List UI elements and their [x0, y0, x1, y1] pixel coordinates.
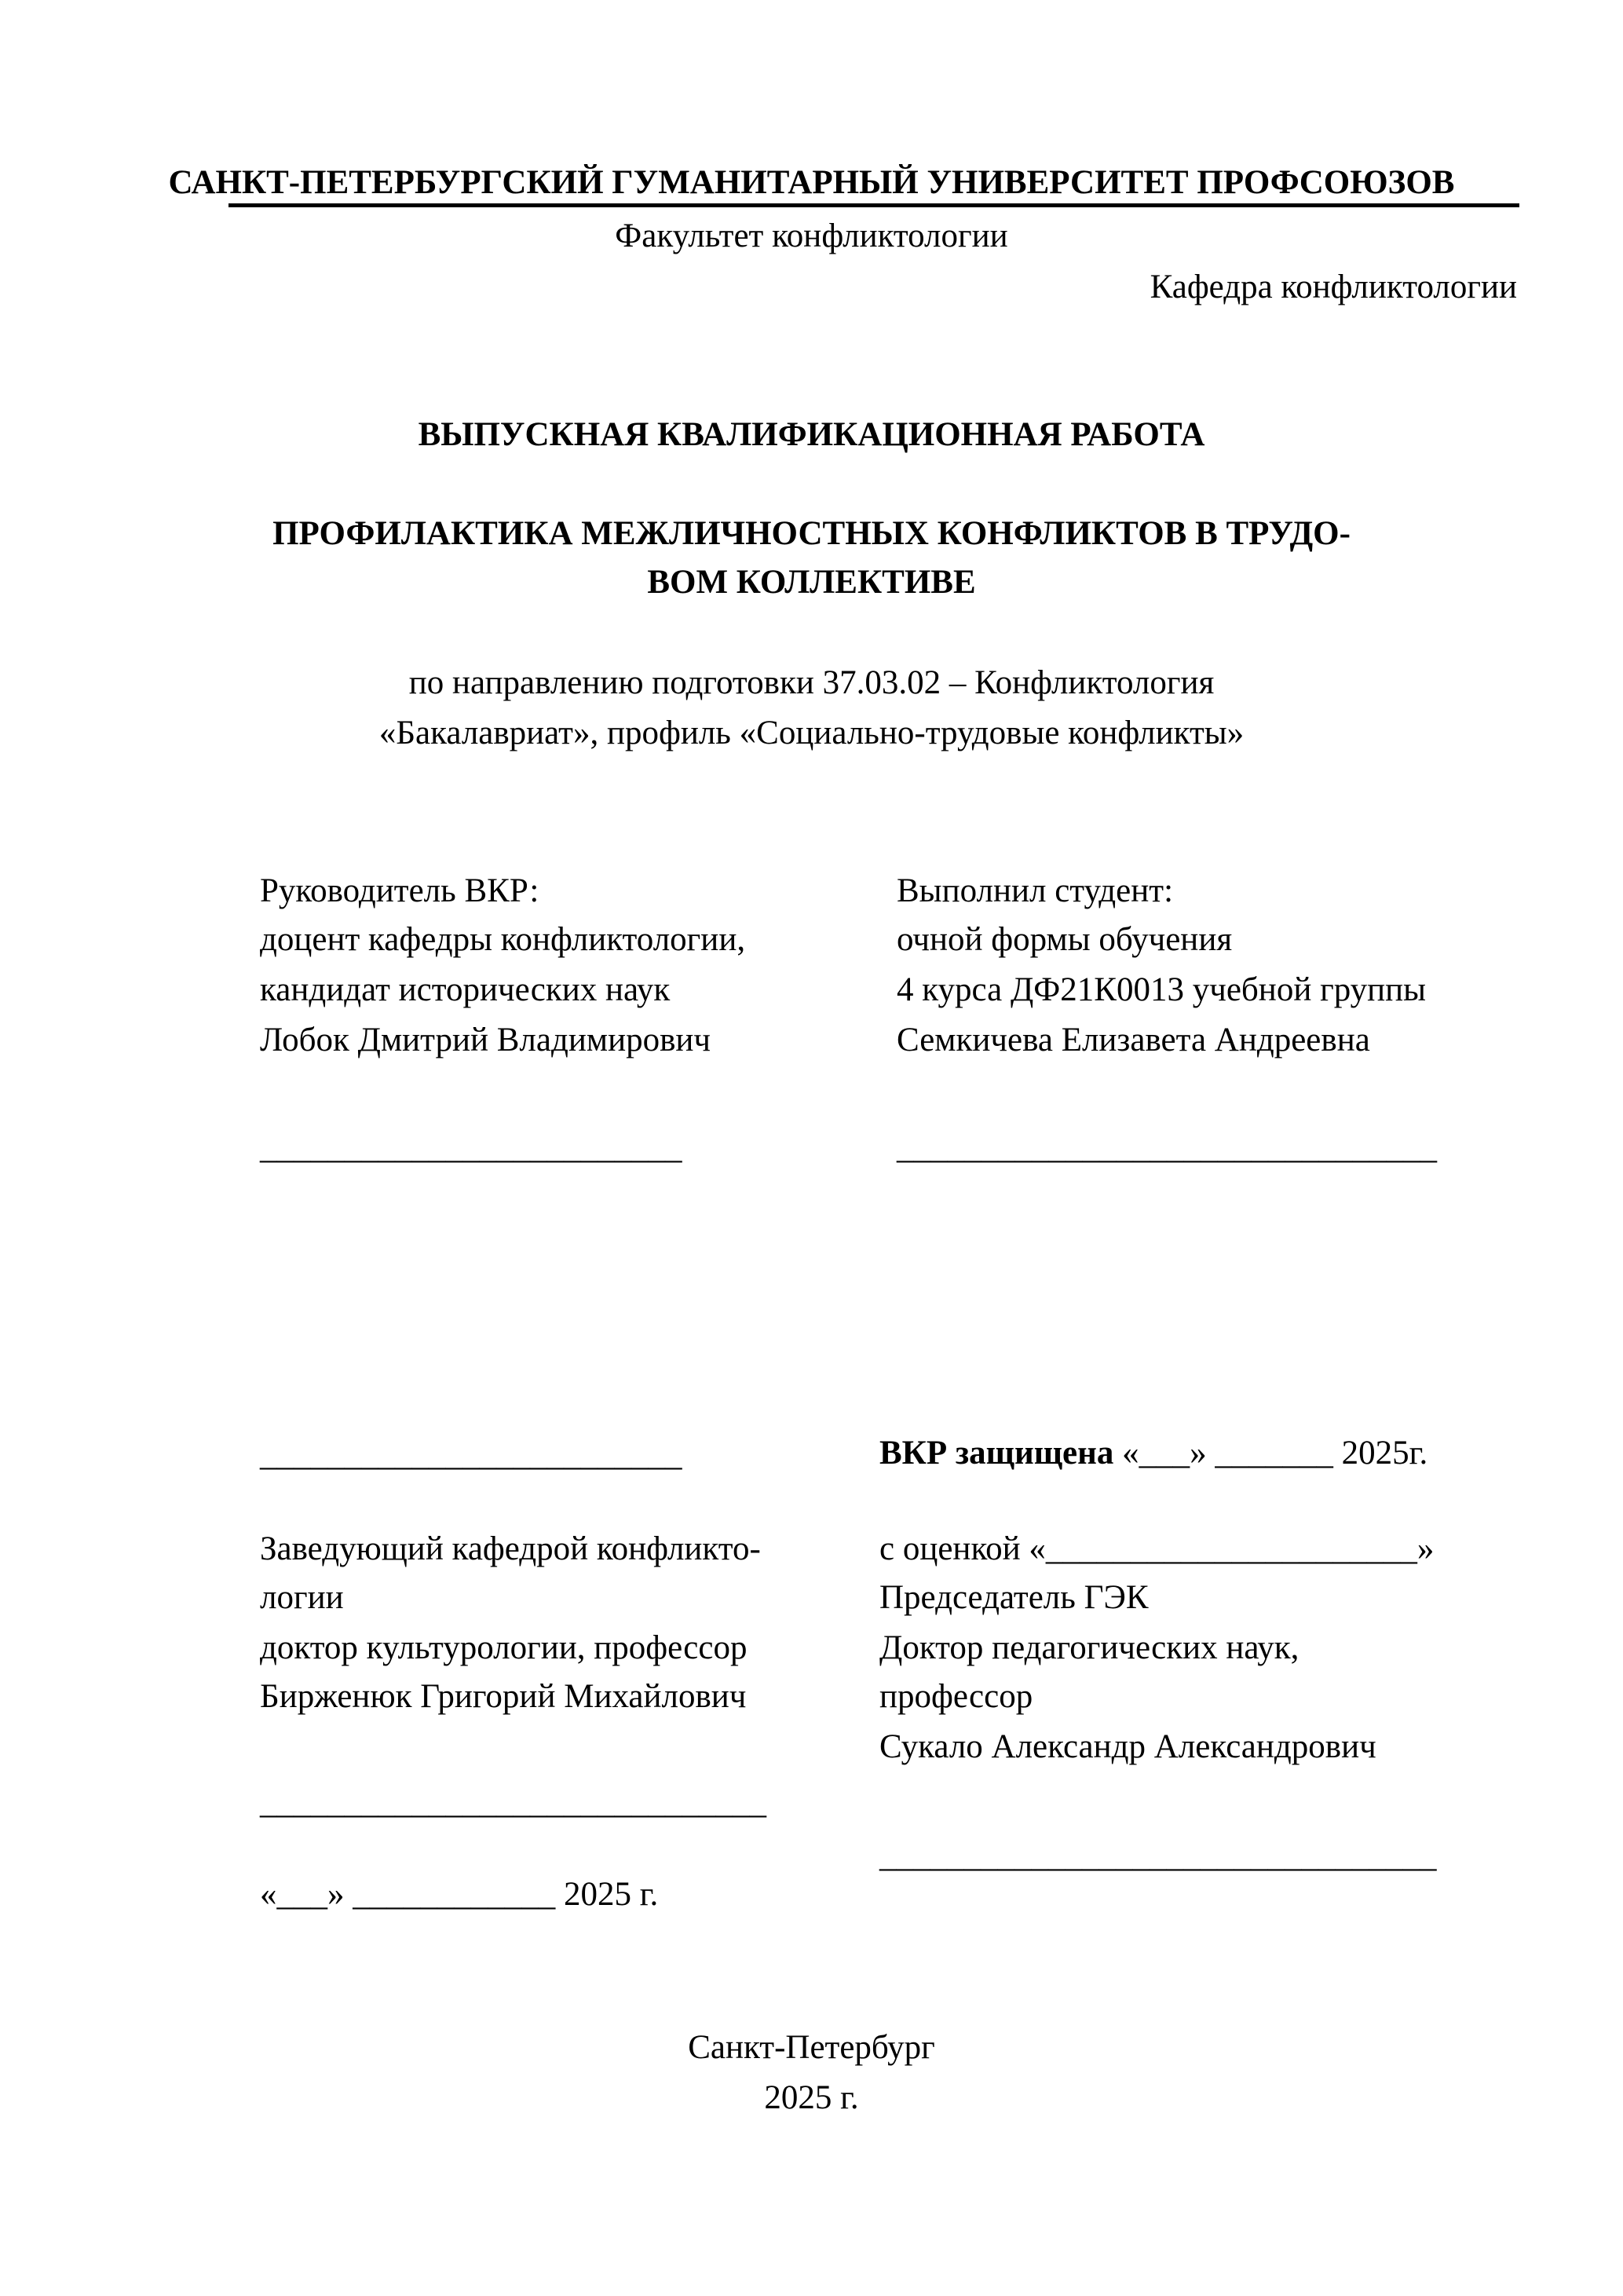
defense-date [879, 1434, 1427, 1473]
document-type: ВЫПУСКНАЯ КВАЛИФИКАЦИОННАЯ РАБОТА [418, 416, 1205, 453]
head-title-line-1: Заведующий кафедрой конфликто- [260, 1530, 761, 1567]
student-label: Выполнил студент: [897, 872, 1174, 909]
defense-date-blank: «___» _______ 2025г. [1113, 1435, 1428, 1472]
head-signature-line: ______________________________ [260, 1784, 766, 1821]
footer-year: 2025 г. [764, 2079, 859, 2116]
chair-name: Сукало Александр Александрович [879, 1728, 1376, 1765]
student-name: Семкичева Елизавета Андреевна [897, 1022, 1370, 1058]
defense-label: ВКР защищена [879, 1435, 1114, 1472]
topic-line-1: ПРОФИЛАКТИКА МЕЖЛИЧНОСТНЫХ КОНФЛИКТОВ В ТРУДО- [272, 515, 1351, 552]
head-degree: доктор культурологии, профессор [260, 1629, 748, 1666]
university-name: САНКТ-ПЕТЕРБУРГСКИЙ ГУМАНИТАРНЫЙ УНИВЕРСИТЕТ ПРОФСОЮЗОВ [168, 164, 1455, 201]
footer-city: Санкт-Петербург [688, 2029, 935, 2066]
direction-line-1: по направлению подготовки 37.03.02 – Конфликтология [408, 664, 1215, 701]
supervisor-label: Руководитель ВКР: [260, 872, 539, 909]
supervisor-position: доцент кафедры конфликтологии, [260, 921, 746, 958]
student-group: 4 курса ДФ21К0013 учебной группы [897, 971, 1427, 1008]
chair-label: Председатель ГЭК [879, 1579, 1149, 1616]
head-title-line-2: логии [260, 1579, 344, 1616]
student-signature-line: ________________________________ [897, 1129, 1437, 1166]
header-rule [228, 203, 1519, 207]
chair-title: профессор [879, 1678, 1033, 1715]
faculty-name: Факультет конфликтологии [615, 218, 1008, 254]
chair-signature-line: _________________________________ [879, 1837, 1437, 1874]
direction-line-2: «Бакалавриат», профиль «Социально-трудовые конфликты» [378, 715, 1245, 751]
grade-field: с оценкой «______________________» [879, 1530, 1435, 1567]
department-name: Кафедра конфликтологии [1150, 269, 1517, 305]
head-signature-date: «___» ____________ 2025 г. [260, 1876, 659, 1913]
blank-signature-line: _________________________ [260, 1436, 682, 1473]
topic-line-2: ВОМ КОЛЛЕКТИВЕ [647, 564, 976, 601]
supervisor-signature-line: _________________________ [260, 1129, 682, 1166]
chair-degree: Доктор педагогических наук, [879, 1629, 1299, 1666]
supervisor-degree: кандидат исторических наук [260, 971, 671, 1008]
head-name: Бирженюк Григорий Михайлович [260, 1678, 747, 1715]
supervisor-name: Лобок Дмитрий Владимирович [260, 1022, 711, 1058]
student-form: очной формы обучения [897, 921, 1233, 958]
